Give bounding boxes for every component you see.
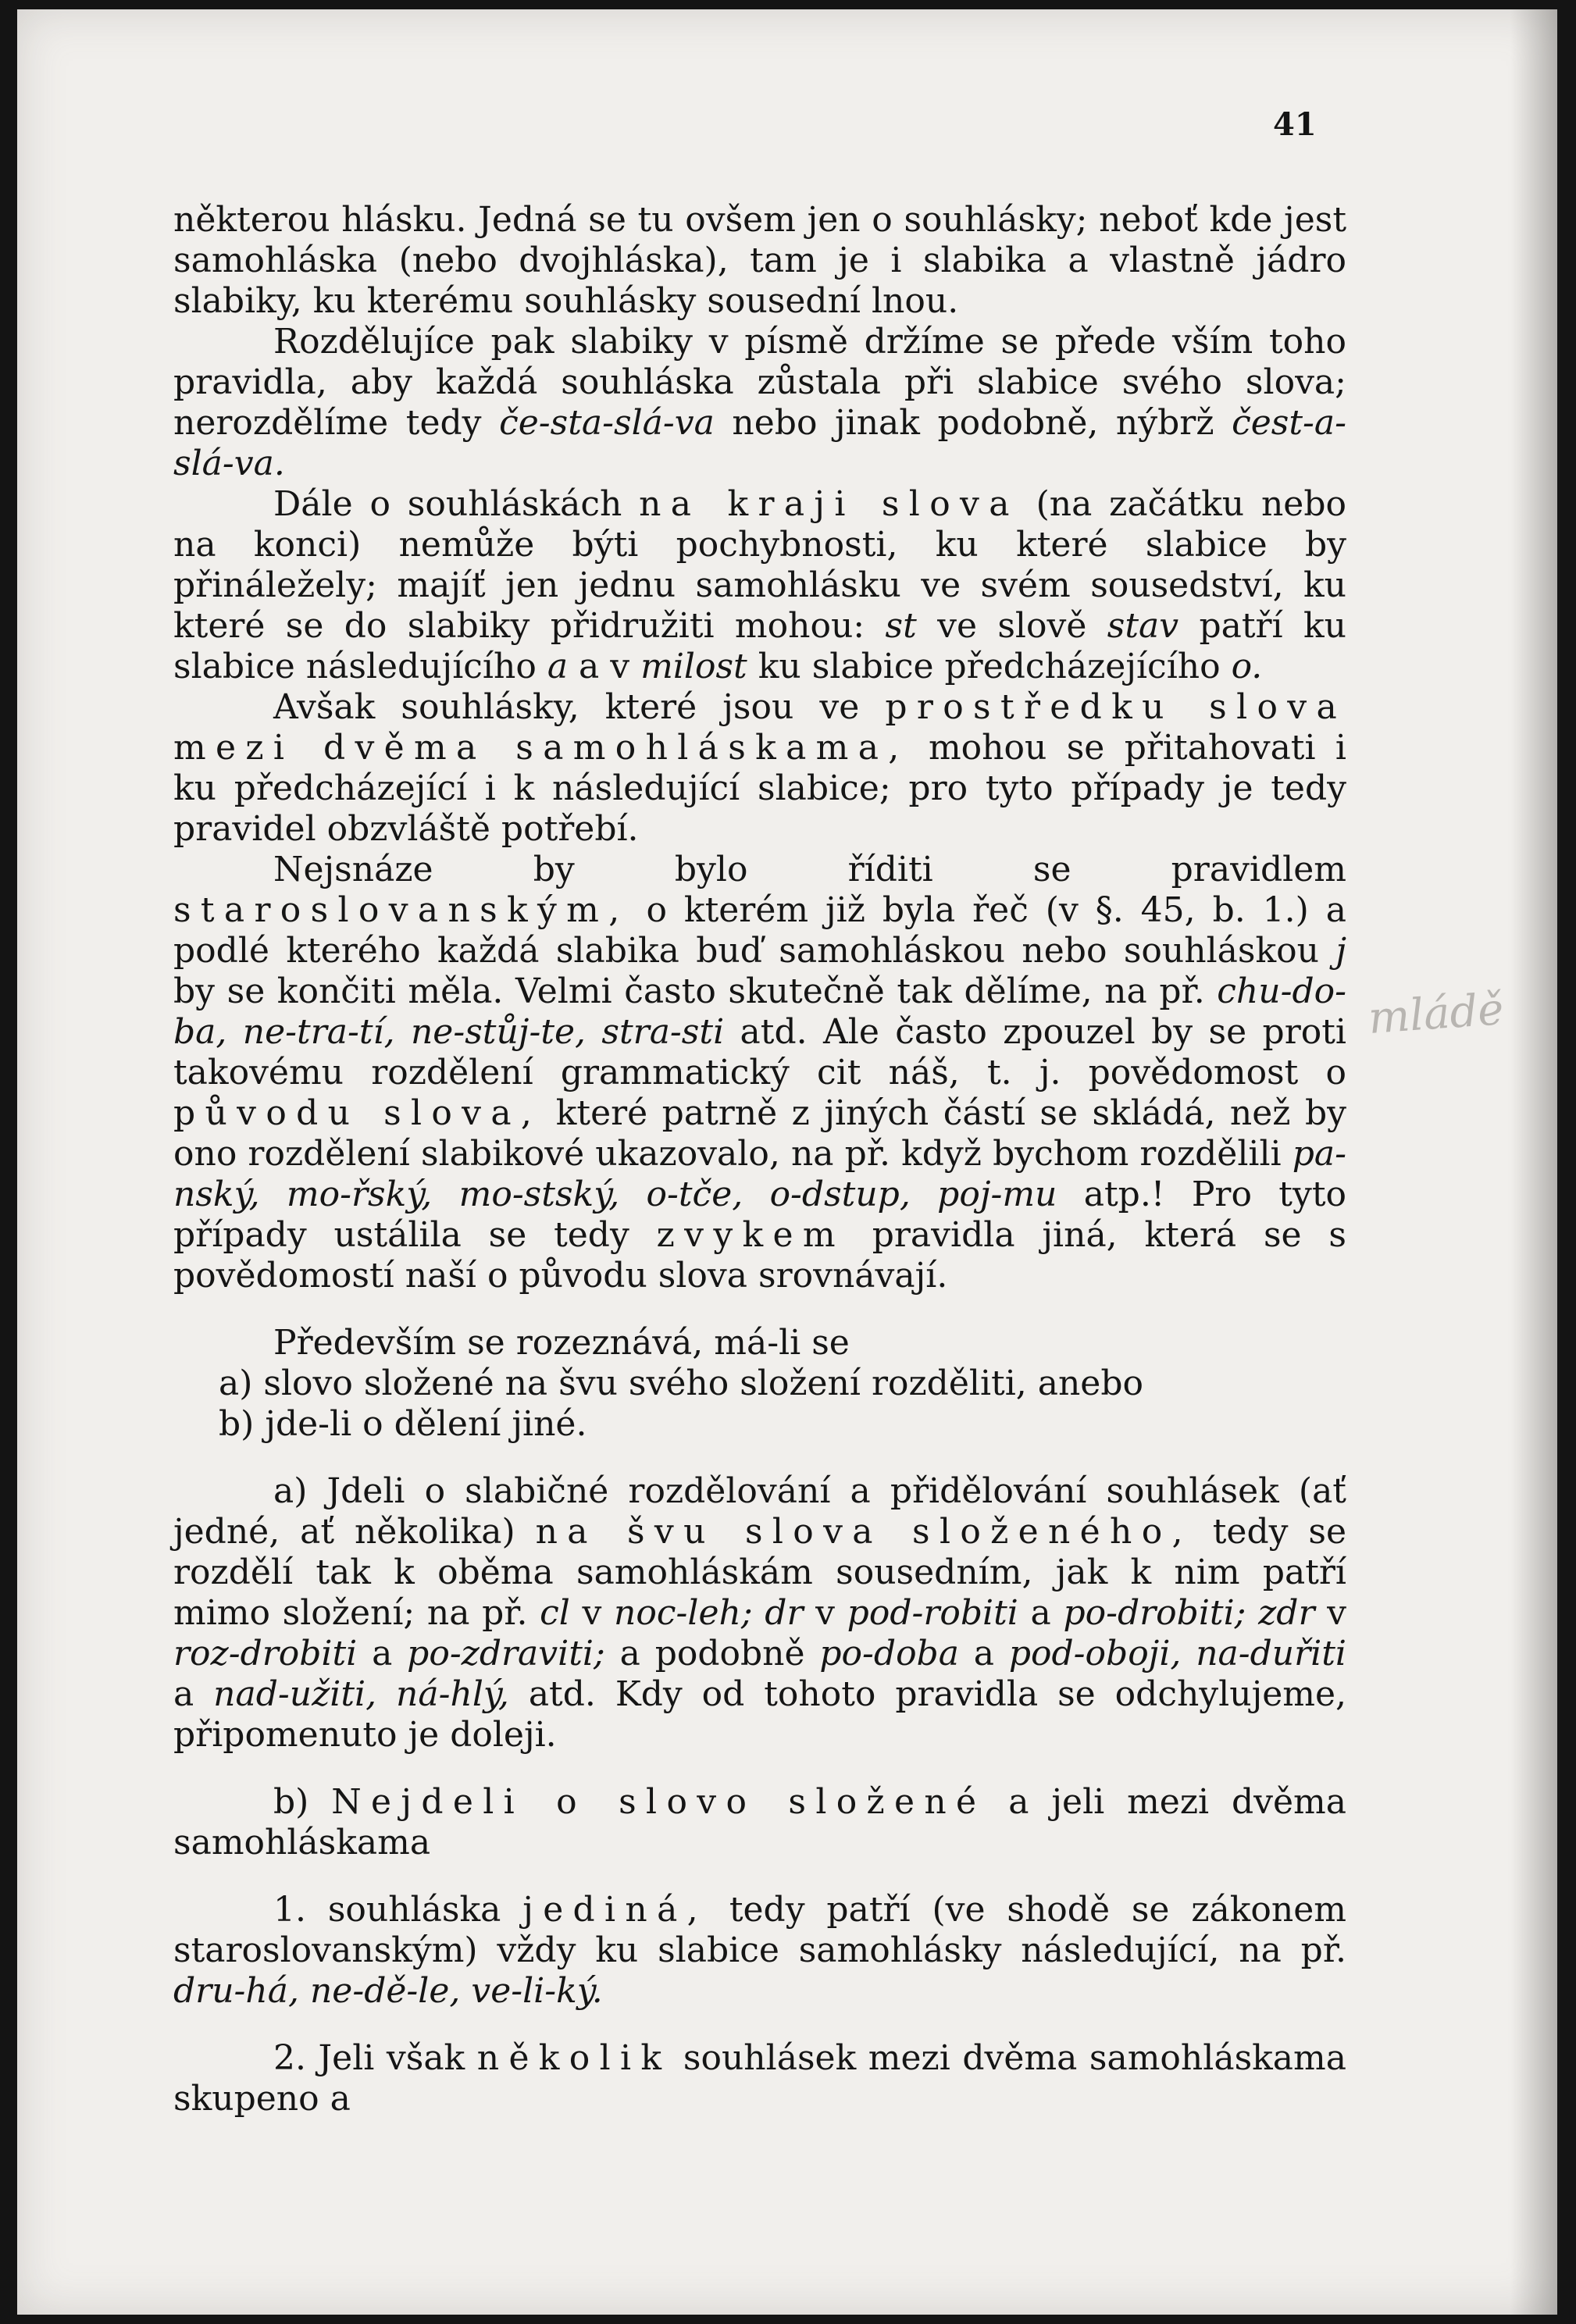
list-item-a: a) slovo složené na švu svého složení rozděliti, anebo bbox=[219, 1363, 1144, 1403]
paragraph-1: některou hlásku. Jedná se tu ovšem jen o souhlásky; neboť kde jest samohláska (nebo dvojhláska), tam je i slabika a vlastně jádro slabiky, ku kterému souhlásky sousední lnou. bbox=[173, 200, 1346, 321]
paragraph-2: Rozdělujíce pak slabiky v písmě držíme se přede vším toho pravidla, aby každá souhláska zůstala při slabice svého slova; nerozdělíme tedy če-sta-slá-va nebo jinak podobně, nýbrž čest-a-slá-va. bbox=[173, 322, 1346, 483]
body-text bbox=[173, 200, 1346, 2119]
margin-handwriting: mládě bbox=[1366, 984, 1506, 1044]
page-number: 41 bbox=[1273, 106, 1317, 143]
paragraph-8: b) Nejdeli o slovo složené a jeli mezi dvěma samohláskama bbox=[173, 1782, 1346, 1862]
book-page bbox=[17, 9, 1557, 2315]
paragraph-3: Dále o souhláskách na kraji slova (na začátku nebo na konci) nemůže býti pochybnosti, ku které slabice by přináležely; majíť jen jednu samohlásku ve svém sousedství, ku které se do slabiky přidružiti mohou: st ve slově stav patří ku slabice následujícího a a v milost ku slabice předcházejícího o. bbox=[173, 484, 1347, 686]
page-edge-shadow bbox=[1510, 9, 1557, 2315]
paragraph-9: 1. souhláska jediná, tedy patří (ve shodě se zákonem staroslovanským) vždy ku slabice samohlásky následující, na př. dru-há, ne-dě-le, ve-li-ký. bbox=[173, 1890, 1346, 2011]
paragraph-6: Především se rozeznává, má-li se bbox=[273, 1323, 850, 1363]
paragraph-10: 2. Jeli však několik souhlásek mezi dvěma samohláskama skupeno a bbox=[173, 2038, 1346, 2119]
list-item-b: b) jde-li o dělení jiné. bbox=[219, 1404, 587, 1444]
paragraph-4: Avšak souhlásky, které jsou ve prostředku slova mezi dvěma samohláskama, mohou se přitahovati i ku předcházející i k následující slabice; pro tyto případy je tedy pravidel obzvláště potřebí. bbox=[173, 687, 1347, 849]
paragraph-5: Nejsnáze by bylo říditi se pravidlem staroslovanským, o kterém již byla řeč (v §. 45, b. 1.) a podlé kterého každá slabika buď samohláskou nebo souhláskou j by se končiti měla. Velmi často skutečně tak dělíme, na př. chu-do-ba, ne-tra-tí, ne-stůj-te, stra-sti atd. Ale často zpouzel by se proti takovému rozdělení grammatický cit náš, t. j. povědomost o původu slova, které patrně z jiných částí se skládá, než by ono rozdělení slabikové ukazovalo, na př. když bychom rozdělili pa-nský, mo-řský, mo-stský, o-tče, o-dstup, poj-mu atp.! Pro tyto případy ustálila se tedy zvykem pravidla jiná, která se s povědomostí naší o původu slova srovnávají. bbox=[173, 850, 1346, 1296]
paragraph-7: a) Jdeli o slabičné rozdělování a přidělování souhlásek (ať jedné, ať několika) na švu slova složeného, tedy se rozdělí tak k oběma samohláskám sousedním, jak k nim patří mimo složení; na př. cl v noc-leh; dr v pod-robiti a po-drobiti; zdr v roz-drobiti a po-zdraviti; a podobně po-doba a pod-oboji, na-duřiti a nad-užiti, ná-hlý, atd. Kdy od tohoto pravidla se odchylujeme, připomenuto je doleji. bbox=[173, 1471, 1347, 1755]
